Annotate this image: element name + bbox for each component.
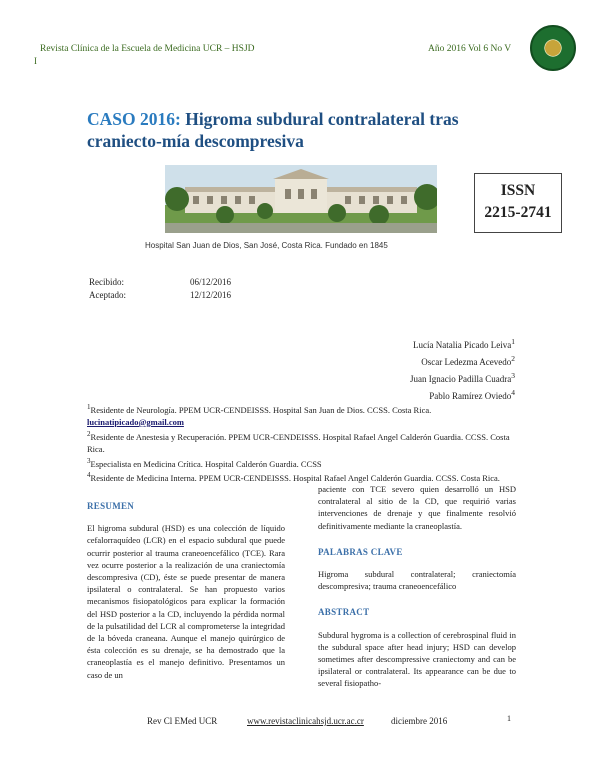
email-link[interactable]: lucinatipicado@gmail.com — [87, 416, 184, 427]
submission-dates — [89, 276, 231, 302]
hospital-photo — [165, 165, 437, 233]
footer-date: diciembre 2016 — [391, 716, 448, 726]
article-title — [87, 108, 527, 152]
author-list — [410, 335, 515, 403]
abstract-heading: ABSTRACT — [318, 607, 370, 618]
issn-number: 2215-2741 — [484, 204, 552, 221]
footer-journal: Rev Cl EMed UCR — [147, 716, 218, 726]
school-seal-icon — [530, 25, 576, 71]
journal-issue: Año 2016 Vol 6 No V — [428, 44, 512, 54]
issn-box — [474, 173, 562, 233]
affiliations — [87, 401, 515, 484]
title-text: Higroma subdural contralateral tras craniecto-mía descompresiva — [87, 109, 459, 151]
abstract-text: Subdural hygroma is a collection of cerebrospinal fluid in the subdural space after head injury; HSD can develop sometimes after descompressive craniectomy and can be ipsilateral or contralateral. Its appearance can be due to several fisiopatho- — [318, 629, 516, 689]
page-marker: I — [34, 56, 37, 66]
author: Pablo Ramírez Oviedo$^4$ — [429, 388, 515, 401]
author: Lucía Natalia Picado Leiva$^1$ — [413, 337, 515, 350]
resumen-text: El higroma subdural (HSD) es una colección de líquido cefalorraquídeo (LCR) en el espacio subdural que puede ocurrir posterior al trauma craneoencefálico (TCE). Rara vez ocurre posterior a la realización de una craniectomía descompresiva (CD), éste se puede presentar de manera ipsilateral o contralateral. Se han propuesto varios mecanismos fisiopatológicos para explicar la formación del HSD posterior a la CD, incluyendo la pérdida normal de la pulsatilidad del LCR al comprometerse la integridad de la bóveda craneana. Aunque el manejo quirúrgico de ésta colección es su drenaje, se ha demostrado que la craneoplastía es el manejo definitivo. Presentamos un caso de un — [87, 523, 285, 680]
affiliation: $^4$Residente de Medicina Interna. PPEM UCR-CENDEISSS. Hospital Rafael Angel Calderón Guardia. CCSS. Costa Rica. — [87, 471, 500, 484]
left-column — [87, 500, 285, 681]
keywords-text: Higroma subdural contralateral; craniectomía descompresiva; trauma craneoencefálico — [318, 569, 516, 592]
issn-label: ISSN — [500, 182, 536, 199]
resumen-continuation: paciente con TCE severo quien desarrolló un HSD contralateral al sitio de la CD, que requirió varias intervenciones de drenaje y que finalmente resolvió definitivamente mediante la craneoplastía. — [318, 484, 516, 531]
affiliation: $^2$Residente de Anestesia y Recuperación. PPEM UCR-CENDEISSS. Hospital Rafael Angel Calderón Guardia. CCSS. Costa Rica. — [87, 429, 510, 454]
journal-header: Revista Clínica de la Escuela de Medicina UCR – HSJD — [40, 44, 255, 54]
date-received: Recibido: 06/12/2016 — [89, 277, 232, 287]
case-label: CASO 2016: — [87, 109, 181, 129]
resumen-heading: RESUMEN — [87, 501, 135, 511]
page-number: 1 — [507, 714, 511, 723]
footer-url-link[interactable]: www.revistaclinicahsjd.ucr.ac.cr — [247, 716, 364, 726]
author: Juan Ignacio Padilla Cuadra$^3$ — [410, 371, 515, 384]
affiliation: $^3$Especialista en Medicina Crítica. Hospital Calderón Guardia. CCSS — [87, 456, 322, 469]
right-column — [318, 483, 516, 690]
keywords-heading: PALABRAS CLAVE — [318, 546, 403, 557]
photo-caption: Hospital San Juan de Dios, San José, Costa Rica. Fundado en 1845 — [145, 241, 388, 250]
date-accepted: Aceptado: 12/12/2016 — [89, 290, 232, 300]
affiliation: $^1$Residente de Neurología. PPEM UCR-CENDEISSS. Hospital San Juan de Dios. CCSS. Costa Rica. lucinatipicado@gmail.com — [87, 403, 432, 427]
author: Oscar Ledezma Acevedo$^2$ — [421, 354, 515, 367]
